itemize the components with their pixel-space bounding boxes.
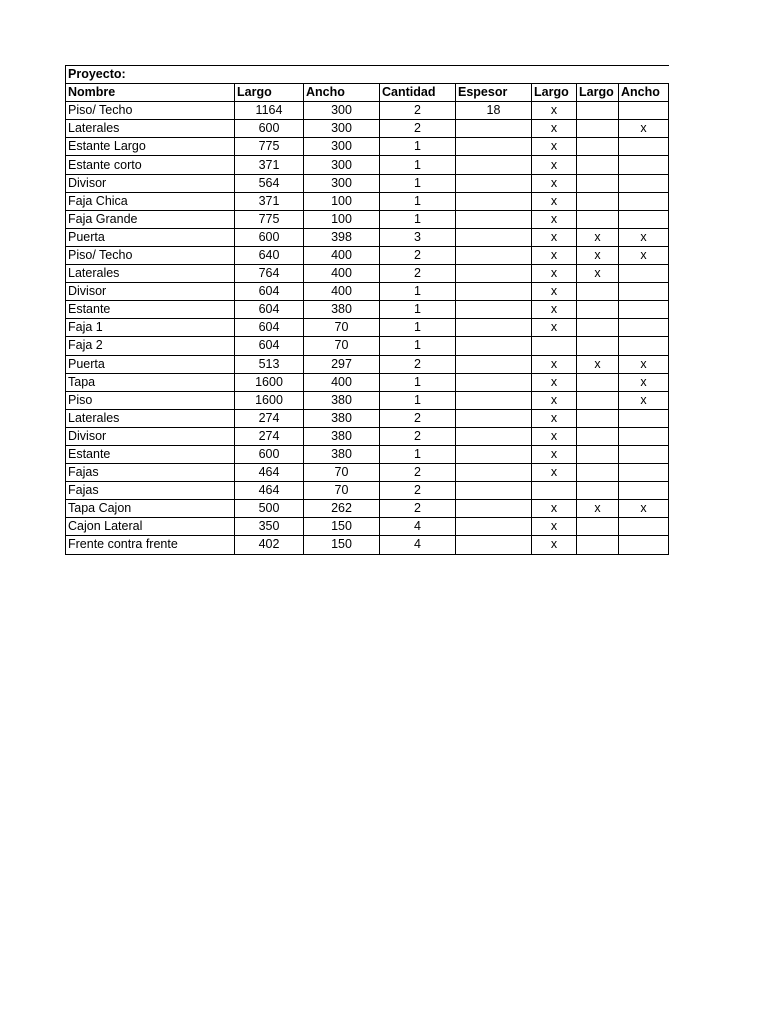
cell-canto-largo-1[interactable]: x xyxy=(532,518,577,536)
cell-canto-largo-1[interactable]: x xyxy=(532,500,577,518)
cell-ancho[interactable]: 380 xyxy=(304,445,380,463)
table-row xyxy=(66,518,669,536)
cell-cantidad[interactable]: 2 xyxy=(380,409,456,427)
cell-cantidad[interactable]: 2 xyxy=(380,102,456,120)
cell-canto-ancho[interactable] xyxy=(619,409,669,427)
cell-canto-ancho[interactable] xyxy=(619,464,669,482)
cell-canto-ancho[interactable]: x xyxy=(619,228,669,246)
cell-ancho[interactable]: 70 xyxy=(304,337,380,355)
cell-ancho[interactable]: 380 xyxy=(304,409,380,427)
cell-canto-largo-2[interactable] xyxy=(577,536,619,554)
table-row xyxy=(66,337,669,355)
cell-ancho[interactable]: 300 xyxy=(304,138,380,156)
header-cantidad[interactable]: Cantidad xyxy=(380,84,456,102)
cell-nombre[interactable]: Faja Chica xyxy=(66,192,235,210)
cell-canto-largo-1[interactable]: x xyxy=(532,120,577,138)
cell-ancho[interactable]: 150 xyxy=(304,518,380,536)
cell-espesor[interactable] xyxy=(456,138,532,156)
cell-canto-largo-1[interactable]: x xyxy=(532,427,577,445)
cell-ancho[interactable]: 70 xyxy=(304,482,380,500)
cell-nombre[interactable]: Faja 2 xyxy=(66,337,235,355)
project-row xyxy=(66,66,669,84)
cell-ancho[interactable]: 300 xyxy=(304,102,380,120)
cell-ancho[interactable]: 300 xyxy=(304,120,380,138)
cell-cantidad[interactable]: 4 xyxy=(380,518,456,536)
table-row xyxy=(66,174,669,192)
cell-cantidad[interactable]: 1 xyxy=(380,192,456,210)
cell-ancho[interactable]: 380 xyxy=(304,301,380,319)
cell-espesor[interactable] xyxy=(456,482,532,500)
cell-largo[interactable]: 600 xyxy=(235,120,304,138)
cell-espesor[interactable] xyxy=(456,228,532,246)
table-row xyxy=(66,464,669,482)
cell-canto-ancho[interactable]: x xyxy=(619,373,669,391)
cell-nombre[interactable]: Faja Grande xyxy=(66,210,235,228)
cell-nombre[interactable]: Cajon Lateral xyxy=(66,518,235,536)
table-row xyxy=(66,246,669,264)
cell-canto-largo-1[interactable] xyxy=(532,337,577,355)
cell-largo[interactable]: 274 xyxy=(235,427,304,445)
cell-largo[interactable]: 350 xyxy=(235,518,304,536)
cell-canto-largo-1[interactable]: x xyxy=(532,210,577,228)
cell-canto-ancho[interactable] xyxy=(619,174,669,192)
cell-largo[interactable]: 513 xyxy=(235,355,304,373)
cell-canto-largo-1[interactable]: x xyxy=(532,174,577,192)
cell-espesor[interactable] xyxy=(456,518,532,536)
cell-espesor[interactable] xyxy=(456,391,532,409)
table-row xyxy=(66,265,669,283)
cell-canto-ancho[interactable] xyxy=(619,138,669,156)
cell-ancho[interactable]: 398 xyxy=(304,228,380,246)
cell-ancho[interactable]: 400 xyxy=(304,265,380,283)
header-espesor[interactable]: Espesor xyxy=(456,84,532,102)
cell-canto-largo-2[interactable] xyxy=(577,319,619,337)
cell-canto-ancho[interactable] xyxy=(619,283,669,301)
cell-canto-largo-1[interactable]: x xyxy=(532,283,577,301)
header-canto-largo-1[interactable]: Largo xyxy=(532,84,577,102)
cell-canto-ancho[interactable] xyxy=(619,102,669,120)
table-row xyxy=(66,409,669,427)
cell-largo[interactable]: 371 xyxy=(235,192,304,210)
cell-espesor[interactable] xyxy=(456,192,532,210)
cell-canto-largo-2[interactable]: x xyxy=(577,355,619,373)
cell-nombre[interactable]: Piso/ Techo xyxy=(66,246,235,264)
cell-canto-ancho[interactable]: x xyxy=(619,246,669,264)
cell-canto-largo-2[interactable] xyxy=(577,283,619,301)
cell-cantidad[interactable]: 2 xyxy=(380,464,456,482)
cell-largo[interactable]: 1600 xyxy=(235,373,304,391)
cell-nombre[interactable]: Divisor xyxy=(66,283,235,301)
cell-canto-largo-1[interactable]: x xyxy=(532,464,577,482)
cell-cantidad[interactable]: 1 xyxy=(380,174,456,192)
cell-canto-largo-1[interactable]: x xyxy=(532,373,577,391)
cell-canto-largo-1[interactable]: x xyxy=(532,246,577,264)
header-row xyxy=(66,84,669,102)
cell-espesor[interactable] xyxy=(456,355,532,373)
cell-ancho[interactable]: 380 xyxy=(304,427,380,445)
cell-canto-largo-2[interactable] xyxy=(577,102,619,120)
cell-canto-ancho[interactable] xyxy=(619,210,669,228)
cell-canto-ancho[interactable] xyxy=(619,427,669,445)
cell-ancho[interactable]: 150 xyxy=(304,536,380,554)
cell-nombre[interactable]: Estante xyxy=(66,445,235,463)
cell-ancho[interactable]: 297 xyxy=(304,355,380,373)
cell-largo[interactable]: 600 xyxy=(235,228,304,246)
cell-largo[interactable]: 274 xyxy=(235,409,304,427)
cell-ancho[interactable]: 300 xyxy=(304,156,380,174)
cell-espesor[interactable] xyxy=(456,265,532,283)
cell-canto-largo-2[interactable] xyxy=(577,301,619,319)
cell-nombre[interactable]: Faja 1 xyxy=(66,319,235,337)
cell-espesor[interactable] xyxy=(456,536,532,554)
cell-largo[interactable]: 402 xyxy=(235,536,304,554)
cell-canto-largo-2[interactable] xyxy=(577,337,619,355)
cell-canto-largo-2[interactable]: x xyxy=(577,265,619,283)
cell-nombre[interactable]: Laterales xyxy=(66,120,235,138)
cell-cantidad[interactable]: 1 xyxy=(380,319,456,337)
cell-canto-largo-2[interactable] xyxy=(577,156,619,174)
cell-nombre[interactable]: Laterales xyxy=(66,409,235,427)
cell-largo[interactable]: 600 xyxy=(235,445,304,463)
cell-nombre[interactable]: Estante xyxy=(66,301,235,319)
cell-espesor[interactable] xyxy=(456,500,532,518)
cell-cantidad[interactable]: 2 xyxy=(380,482,456,500)
cell-cantidad[interactable]: 1 xyxy=(380,301,456,319)
cell-largo[interactable]: 564 xyxy=(235,174,304,192)
cell-canto-largo-1[interactable]: x xyxy=(532,536,577,554)
cell-espesor[interactable] xyxy=(456,283,532,301)
cell-nombre[interactable]: Piso xyxy=(66,391,235,409)
cell-nombre[interactable]: Divisor xyxy=(66,174,235,192)
cell-largo[interactable]: 775 xyxy=(235,210,304,228)
cell-largo[interactable]: 640 xyxy=(235,246,304,264)
cell-cantidad[interactable]: 1 xyxy=(380,373,456,391)
cell-canto-largo-2[interactable] xyxy=(577,373,619,391)
cell-canto-largo-1[interactable]: x xyxy=(532,355,577,373)
cell-canto-ancho[interactable] xyxy=(619,192,669,210)
cell-canto-largo-1[interactable]: x xyxy=(532,228,577,246)
cell-nombre[interactable]: Estante Largo xyxy=(66,138,235,156)
cell-nombre[interactable]: Fajas xyxy=(66,482,235,500)
cell-ancho[interactable]: 70 xyxy=(304,464,380,482)
cell-espesor[interactable] xyxy=(456,301,532,319)
cell-canto-ancho[interactable]: x xyxy=(619,120,669,138)
cell-nombre[interactable]: Laterales xyxy=(66,265,235,283)
cell-largo[interactable]: 1164 xyxy=(235,102,304,120)
cell-espesor[interactable] xyxy=(456,174,532,192)
cell-cantidad[interactable]: 1 xyxy=(380,210,456,228)
cell-canto-ancho[interactable]: x xyxy=(619,500,669,518)
cell-canto-largo-1[interactable]: x xyxy=(532,445,577,463)
cell-largo[interactable]: 775 xyxy=(235,138,304,156)
cell-canto-ancho[interactable] xyxy=(619,482,669,500)
cell-canto-ancho[interactable] xyxy=(619,265,669,283)
cell-largo[interactable]: 464 xyxy=(235,464,304,482)
cell-cantidad[interactable]: 1 xyxy=(380,391,456,409)
cell-ancho[interactable]: 100 xyxy=(304,192,380,210)
cell-canto-largo-2[interactable]: x xyxy=(577,246,619,264)
cell-nombre[interactable]: Estante corto xyxy=(66,156,235,174)
cell-espesor[interactable] xyxy=(456,210,532,228)
cell-ancho[interactable]: 262 xyxy=(304,500,380,518)
project-label-cell[interactable] xyxy=(66,66,669,84)
cell-nombre[interactable]: Tapa xyxy=(66,373,235,391)
cell-canto-largo-1[interactable]: x xyxy=(532,265,577,283)
table-row xyxy=(66,156,669,174)
cell-canto-largo-2[interactable] xyxy=(577,409,619,427)
cell-canto-largo-1[interactable]: x xyxy=(532,409,577,427)
cell-canto-largo-1[interactable]: x xyxy=(532,102,577,120)
cell-canto-largo-1[interactable] xyxy=(532,482,577,500)
cell-canto-largo-2[interactable] xyxy=(577,174,619,192)
cell-cantidad[interactable]: 2 xyxy=(380,246,456,264)
cell-cantidad[interactable]: 2 xyxy=(380,355,456,373)
cell-espesor[interactable] xyxy=(456,464,532,482)
cell-canto-ancho[interactable] xyxy=(619,518,669,536)
cell-cantidad[interactable]: 1 xyxy=(380,337,456,355)
cell-ancho[interactable]: 300 xyxy=(304,174,380,192)
table-row xyxy=(66,210,669,228)
table-row xyxy=(66,228,669,246)
cell-ancho[interactable]: 400 xyxy=(304,246,380,264)
cell-canto-largo-2[interactable] xyxy=(577,427,619,445)
cell-espesor[interactable] xyxy=(456,337,532,355)
cell-espesor[interactable] xyxy=(456,409,532,427)
cell-canto-ancho[interactable] xyxy=(619,337,669,355)
cell-canto-ancho[interactable] xyxy=(619,445,669,463)
project-label: Proyecto: xyxy=(68,67,126,82)
cell-nombre[interactable]: Fajas xyxy=(66,464,235,482)
table-row xyxy=(66,120,669,138)
cell-largo[interactable]: 500 xyxy=(235,500,304,518)
cell-cantidad[interactable]: 1 xyxy=(380,283,456,301)
cell-canto-largo-2[interactable] xyxy=(577,120,619,138)
table-body xyxy=(66,102,669,554)
cell-nombre[interactable]: Divisor xyxy=(66,427,235,445)
cell-largo[interactable]: 604 xyxy=(235,301,304,319)
cell-espesor[interactable] xyxy=(456,427,532,445)
table-row xyxy=(66,391,669,409)
header-ancho[interactable]: Ancho xyxy=(304,84,380,102)
cell-ancho[interactable]: 70 xyxy=(304,319,380,337)
table-row xyxy=(66,138,669,156)
cell-canto-largo-2[interactable] xyxy=(577,192,619,210)
cell-cantidad[interactable]: 1 xyxy=(380,138,456,156)
cell-canto-largo-1[interactable]: x xyxy=(532,391,577,409)
table-row xyxy=(66,283,669,301)
cell-canto-largo-1[interactable]: x xyxy=(532,138,577,156)
cell-nombre[interactable]: Tapa Cajon xyxy=(66,500,235,518)
cell-largo[interactable]: 371 xyxy=(235,156,304,174)
header-canto-ancho[interactable]: Ancho xyxy=(619,84,669,102)
table-row xyxy=(66,445,669,463)
table-row xyxy=(66,102,669,120)
cell-nombre[interactable]: Frente contra frente xyxy=(66,536,235,554)
cell-largo[interactable]: 604 xyxy=(235,337,304,355)
cell-canto-largo-2[interactable] xyxy=(577,445,619,463)
cell-canto-largo-2[interactable] xyxy=(577,391,619,409)
cell-espesor[interactable] xyxy=(456,319,532,337)
cell-nombre[interactable]: Piso/ Techo xyxy=(66,102,235,120)
cell-cantidad[interactable]: 2 xyxy=(380,265,456,283)
cell-nombre[interactable]: Puerta xyxy=(66,228,235,246)
cell-canto-ancho[interactable] xyxy=(619,301,669,319)
table-row xyxy=(66,482,669,500)
cell-canto-ancho[interactable]: x xyxy=(619,391,669,409)
table-row xyxy=(66,373,669,391)
cell-largo[interactable]: 1600 xyxy=(235,391,304,409)
header-nombre[interactable]: Nombre xyxy=(66,84,235,102)
cell-canto-largo-1[interactable]: x xyxy=(532,156,577,174)
cell-canto-largo-2[interactable] xyxy=(577,518,619,536)
cell-canto-ancho[interactable] xyxy=(619,536,669,554)
cell-largo[interactable]: 464 xyxy=(235,482,304,500)
cell-canto-largo-1[interactable]: x xyxy=(532,301,577,319)
cell-ancho[interactable]: 100 xyxy=(304,210,380,228)
cell-canto-largo-2[interactable] xyxy=(577,482,619,500)
cell-cantidad[interactable]: 1 xyxy=(380,156,456,174)
cell-largo[interactable]: 764 xyxy=(235,265,304,283)
cell-canto-largo-1[interactable]: x xyxy=(532,319,577,337)
cell-canto-largo-2[interactable]: x xyxy=(577,500,619,518)
cell-ancho[interactable]: 380 xyxy=(304,391,380,409)
cell-canto-largo-2[interactable] xyxy=(577,464,619,482)
table-row xyxy=(66,301,669,319)
cell-canto-largo-1[interactable]: x xyxy=(532,192,577,210)
cell-canto-largo-2[interactable] xyxy=(577,138,619,156)
cell-espesor[interactable]: 18 xyxy=(456,102,532,120)
cell-cantidad[interactable]: 2 xyxy=(380,427,456,445)
table-row xyxy=(66,355,669,373)
cell-cantidad[interactable]: 4 xyxy=(380,536,456,554)
cut-list-table xyxy=(65,65,669,555)
cell-ancho[interactable]: 400 xyxy=(304,373,380,391)
cell-cantidad[interactable]: 2 xyxy=(380,120,456,138)
header-largo[interactable]: Largo xyxy=(235,84,304,102)
cell-canto-ancho[interactable] xyxy=(619,156,669,174)
cell-canto-ancho[interactable]: x xyxy=(619,355,669,373)
cell-espesor[interactable] xyxy=(456,445,532,463)
cell-cantidad[interactable]: 3 xyxy=(380,228,456,246)
cell-espesor[interactable] xyxy=(456,156,532,174)
cell-largo[interactable]: 604 xyxy=(235,283,304,301)
table-row xyxy=(66,192,669,210)
cell-espesor[interactable] xyxy=(456,373,532,391)
cell-cantidad[interactable]: 2 xyxy=(380,500,456,518)
spreadsheet-sheet xyxy=(65,65,668,555)
table-row xyxy=(66,500,669,518)
cell-largo[interactable]: 604 xyxy=(235,319,304,337)
cell-nombre[interactable]: Puerta xyxy=(66,355,235,373)
cell-canto-largo-2[interactable] xyxy=(577,210,619,228)
header-canto-largo-2[interactable]: Largo xyxy=(577,84,619,102)
cell-canto-ancho[interactable] xyxy=(619,319,669,337)
cell-espesor[interactable] xyxy=(456,246,532,264)
cell-cantidad[interactable]: 1 xyxy=(380,445,456,463)
table-row xyxy=(66,536,669,554)
cell-canto-largo-2[interactable]: x xyxy=(577,228,619,246)
cell-espesor[interactable] xyxy=(456,120,532,138)
table-row xyxy=(66,427,669,445)
cell-ancho[interactable]: 400 xyxy=(304,283,380,301)
table-row xyxy=(66,319,669,337)
